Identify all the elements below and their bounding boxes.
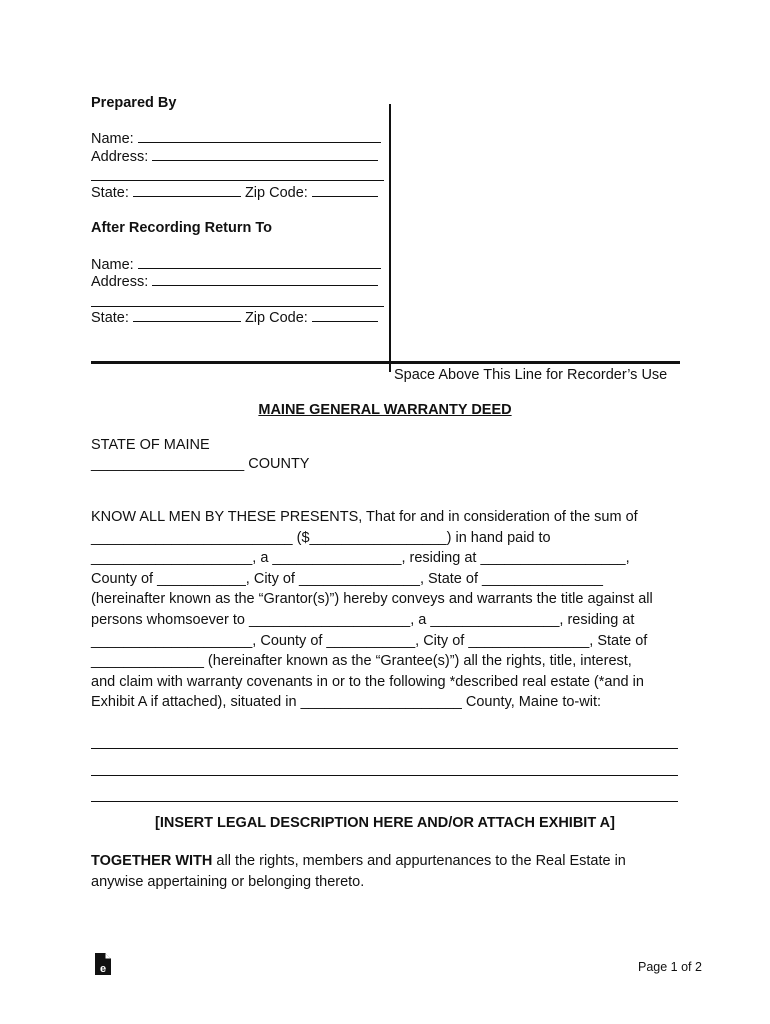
svg-text:e: e [99,963,107,975]
recorder-note: Space Above This Line for Recorder’s Use [394,367,668,383]
body-line[interactable]: ____________________, a ________________, residing at __________________, [91,550,630,567]
legal-description-line-3[interactable] [91,801,678,802]
body-line: and claim with warranty covenants in or to the following *described real estate (*and in [91,673,644,690]
prepared-by-name-field[interactable] [138,129,381,143]
together-with-line-2: anywise appertaining or belonging thereto. [91,874,365,890]
return-to-address-label: Address: [91,274,149,290]
deed-body-paragraph [91,507,681,713]
document-title-wrap [0,401,770,419]
return-to-heading: After Recording Return To [91,220,272,236]
together-with-line-1 [91,852,626,870]
prepared-by-state-field[interactable] [133,183,241,197]
document-logo-icon [94,952,112,981]
prepared-by-zip-field[interactable] [312,183,378,197]
document-title: MAINE GENERAL WARRANTY DEED [258,402,512,418]
prepared-by-name-label: Name: [91,131,134,147]
prepared-by-address-field[interactable] [152,147,378,161]
prepared-by-address-line2[interactable] [91,180,384,181]
page-number: Page 1 of 2 [638,960,702,974]
return-to-zip-label: Zip Code: [244,310,308,326]
prepared-by-heading: Prepared By [91,95,177,111]
return-to-name-field[interactable] [138,255,381,269]
recorder-divider-vertical [389,104,391,372]
together-with-lead: TOGETHER WITH [91,853,213,869]
state-line: STATE OF MAINE [91,437,210,453]
return-to-state-field[interactable] [133,308,241,322]
return-to-state-zip-row [91,308,378,327]
body-line[interactable]: Exhibit A if attached), situated in ____________________ County, Maine to-wit: [91,694,601,711]
body-line[interactable]: persons whomsoever to ____________________, a ________________, residing at [91,611,635,628]
body-line: (hereinafter known as the “Grantor(s)”) hereby conveys and warrants the title against all [91,591,653,608]
return-to-address-row [91,272,378,291]
prepared-by-address-row [91,147,378,166]
prepared-by-state-zip-row [91,183,378,202]
prepared-by-zip-label: Zip Code: [244,185,308,201]
together-with-text: all the rights, members and appurtenances to the Real Estate in [212,853,626,869]
legal-description-line-2[interactable] [91,775,678,776]
body-line[interactable]: ______________ (hereinafter known as the “Grantee(s)”) all the rights, title, interest, [91,653,632,670]
return-to-address-line2[interactable] [91,306,384,307]
recorder-divider-horizontal [91,361,680,364]
body-line[interactable]: ____________________, County of ___________, City of _______________, State of [91,632,648,649]
prepared-by-name-row [91,129,381,148]
return-to-state-label: State: [91,310,129,326]
insert-legal-description-note: [INSERT LEGAL DESCRIPTION HERE AND/OR ATTACH EXHIBIT A] [155,815,615,831]
return-to-zip-field[interactable] [312,308,378,322]
body-line: KNOW ALL MEN BY THESE PRESENTS, That for and in consideration of the sum of [91,509,638,525]
prepared-by-state-label: State: [91,185,129,201]
return-to-address-field[interactable] [152,272,378,286]
body-line[interactable]: County of ___________, City of _______________, State of _______________ [91,570,603,587]
county-line[interactable]: ___________________ COUNTY [91,456,310,472]
body-line[interactable]: _________________________ ($_________________) in hand paid to [91,529,551,546]
prepared-by-address-label: Address: [91,149,149,165]
legal-description-line-1[interactable] [91,748,678,749]
return-to-name-label: Name: [91,257,134,273]
